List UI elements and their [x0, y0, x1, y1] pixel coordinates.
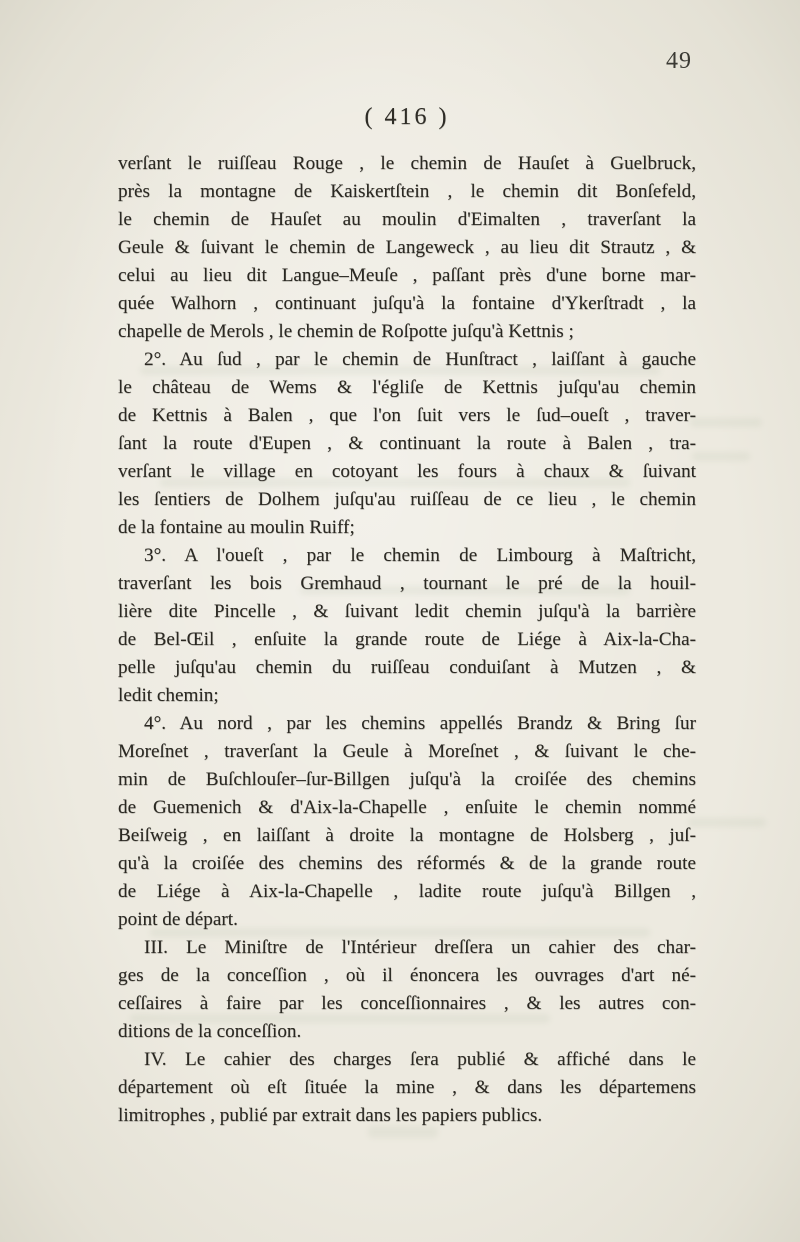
text-line: celui au lieu dit Langue–Meuſe , paſſant près d'une borne mar-	[118, 265, 696, 286]
text-line: de Kettnis à Balen , que l'on ſuit vers le ſud–oueſt , traver-	[118, 405, 696, 426]
text-line: verſant le village en cotoyant les fours à chaux & ſuivant	[118, 461, 696, 482]
text-line: 3°. A l'oueſt , par le chemin de Limbourg à Maſtricht,	[144, 545, 696, 566]
text-line: 2°. Au ſud , par le chemin de Hunſtract , laiſſant à gauche	[144, 349, 696, 370]
text-line: 4°. Au nord , par les chemins appellés Brandz & Bring ſur	[144, 713, 696, 734]
text-line: Moreſnet , traverſant la Geule à Moreſnet , & ſuivant le che-	[118, 741, 696, 762]
bleedthrough-mark	[690, 418, 762, 427]
text-line: de la fontaine au moulin Ruiff;	[118, 517, 355, 538]
text-line: pelle juſqu'au chemin du ruiſſeau conduiſant à Mutzen , &	[118, 657, 696, 678]
text-line: IV. Le cahier des charges ſera publié & affiché dans le	[144, 1049, 696, 1070]
text-line: ledit chemin;	[118, 685, 219, 706]
text-line: lière dite Pincelle , & ſuivant ledit chemin juſqu'à la barrière	[118, 601, 696, 622]
sheet-number-header: ( 416 )	[364, 104, 450, 130]
text-line: ceſſaires à faire par les conceſſionnaires , & les autres con-	[118, 993, 696, 1014]
text-line: Beiſweig , en laiſſant à droite la montagne de Holsberg , juſ-	[118, 825, 696, 846]
text-line: les ſentiers de Dolhem juſqu'au ruiſſeau de ce lieu , le chemin	[118, 489, 696, 510]
text-line: de Bel-Œil , enſuite la grande route de Liége à Aix-la-Cha-	[118, 629, 696, 650]
text-line: chapelle de Merols , le chemin de Roſpotte juſqu'à Kettnis ;	[118, 321, 574, 342]
text-line: de Guemenich & d'Aix-la-Chapelle , enſuite le chemin nommé	[118, 797, 696, 818]
text-block	[118, 150, 696, 1130]
bleedthrough-mark	[692, 452, 750, 461]
bleedthrough-mark	[688, 818, 766, 827]
text-line: III. Le Miniſtre de l'Intérieur dreſſera un cahier des char-	[144, 937, 696, 958]
text-line: ditions de la conceſſion.	[118, 1021, 302, 1042]
text-line: près la montagne de Kaiskertſtein , le chemin dit Bonſefeld,	[118, 181, 696, 202]
text-line: département où eſt ſituée la mine , & dans les départemens	[118, 1077, 696, 1098]
text-line: ges de la conceſſion , où il énoncera les ouvrages d'art né-	[118, 965, 696, 986]
text-line: limitrophes , publié par extrait dans les papiers publics.	[118, 1105, 543, 1126]
text-line: de Liége à Aix-la-Chapelle , ladite route juſqu'à Billgen ,	[118, 881, 696, 902]
text-line: verſant le ruiſſeau Rouge , le chemin de Hauſet à Guelbruck,	[118, 153, 696, 174]
text-line: qu'à la croiſée des chemins des réformés & de la grande route	[118, 853, 696, 874]
text-line: traverſant les bois Gremhaud , tournant le pré de la houil-	[118, 573, 696, 594]
page-number: 49	[666, 48, 692, 74]
text-line: le château de Wems & l'égliſe de Kettnis juſqu'au chemin	[118, 377, 696, 398]
text-line: le chemin de Hauſet au moulin d'Eimalten , traverſant la	[118, 209, 696, 230]
text-line: point de départ.	[118, 909, 238, 930]
text-line: ſant la route d'Eupen , & continuant la route à Balen , tra-	[118, 433, 696, 454]
text-line: quée Walhorn , continuant juſqu'à la fontaine d'Ykerſtradt , la	[118, 293, 696, 314]
text-line: min de Buſchlouſer–ſur-Billgen juſqu'à la croiſée des chemins	[118, 769, 696, 790]
text-line: Geule & ſuivant le chemin de Langeweck , au lieu dit Strautz , &	[118, 237, 696, 258]
